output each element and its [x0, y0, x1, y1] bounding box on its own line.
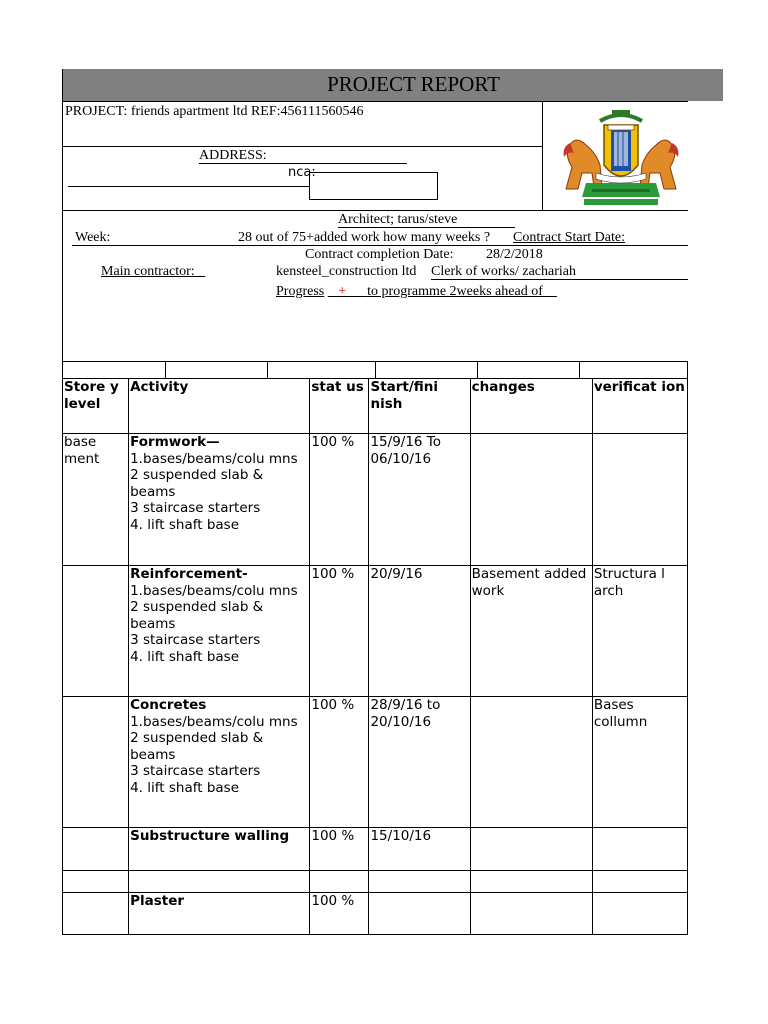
changes-cell: [470, 697, 592, 828]
activity-line: 4. lift shaft base: [130, 648, 240, 665]
blank-row-divider: [165, 361, 166, 379]
nca-label: nca:: [288, 165, 316, 180]
storey-cell: [63, 871, 129, 893]
start-finish-cell: [369, 893, 470, 935]
verification-cell: [592, 828, 687, 871]
verification-cell: [592, 434, 687, 566]
frame-left-border: [62, 69, 63, 379]
nca-input-box: [309, 172, 438, 200]
address-underline: [199, 163, 407, 164]
completion-date: 28/2/2018: [486, 247, 543, 262]
verification-cell: [592, 893, 687, 935]
activity-line: 3 staircase starters: [130, 763, 261, 779]
activity-line: 2 suspended slab & beams: [130, 599, 264, 632]
progress-plus-mark: +: [338, 284, 347, 299]
storey-cell: [63, 893, 129, 935]
table-row: [63, 828, 688, 871]
start-finish-cell: 20/9/16: [369, 566, 470, 697]
activity-cell: [129, 871, 310, 893]
activity-line: 1.bases/beams/colu mns: [130, 713, 298, 730]
activity-line: 3 staircase starters: [130, 500, 261, 516]
progress-label: Progress: [276, 284, 325, 299]
status-cell: [310, 871, 369, 893]
table-row: [63, 893, 688, 935]
changes-cell: [470, 871, 592, 893]
activity-line: 4. lift shaft base: [130, 516, 240, 533]
activity-title: Concretes: [130, 697, 207, 713]
progress-line: [276, 284, 557, 300]
start-finish-cell: [369, 871, 470, 893]
activity-table: [62, 378, 688, 935]
main-contractor-label: Main contractor: _: [101, 264, 206, 279]
project-line: PROJECT: friends apartment ltd REF:456111560546: [65, 104, 364, 119]
activity-line: 2 suspended slab & beams: [130, 730, 264, 763]
table-row: [63, 434, 688, 566]
activity-line: 2 suspended slab & beams: [130, 467, 264, 500]
divider-line: [62, 210, 688, 211]
activity-title: Formwork—: [130, 434, 220, 450]
architect-underline: [338, 227, 515, 228]
nca-underline: [68, 186, 309, 187]
divider-line: [62, 146, 542, 147]
table-row: [63, 566, 688, 697]
verification-cell: [592, 871, 687, 893]
activity-cell: [129, 828, 310, 871]
activity-cell: [129, 697, 310, 828]
verification-cell: Structura l arch: [592, 566, 687, 697]
architect-line: Architect; tarus/steve: [338, 212, 458, 227]
table-row: [63, 697, 688, 828]
main-contractor-value: kensteel_construction ltd: [276, 264, 417, 279]
column-header-verification: verificat ion: [592, 379, 687, 434]
status-cell: 100 %: [310, 697, 369, 828]
status-cell: 100 %: [310, 828, 369, 871]
divider-line: [62, 101, 688, 102]
blank-row-divider: [477, 361, 478, 379]
status-cell: 100 %: [310, 434, 369, 566]
activity-line: 3 staircase starters: [130, 632, 261, 648]
activity-line: 1.bases/beams/colu mns: [130, 582, 298, 599]
verification-cell: Bases collumn: [592, 697, 687, 828]
clerk-underline: [431, 279, 688, 280]
progress-text: to programme 2weeks ahead of: [367, 284, 543, 299]
column-header-changes: changes: [470, 379, 592, 434]
changes-cell: [470, 828, 592, 871]
report-title: PROJECT REPORT: [327, 72, 500, 96]
activity-cell: [129, 434, 310, 566]
blank-row-divider: [375, 361, 376, 379]
crest-cell-border: [542, 101, 543, 211]
activity-line: 1.bases/beams/colu mns: [130, 450, 298, 467]
coat-of-arms-logo: [556, 107, 686, 207]
table-row: [63, 871, 688, 893]
activity-title: Plaster: [130, 893, 185, 909]
start-finish-cell: 15/9/16 To 06/10/16: [369, 434, 470, 566]
activity-title: Reinforcement-: [130, 566, 248, 582]
start-finish-cell: 15/10/16: [369, 828, 470, 871]
changes-cell: [470, 893, 592, 935]
activity-line: 4. lift shaft base: [130, 779, 240, 796]
column-header-storey: Store y level: [63, 379, 129, 434]
storey-cell: [63, 566, 129, 697]
week-label: Week:: [75, 230, 111, 245]
start-finish-cell: 28/9/16 to 20/10/16: [369, 697, 470, 828]
activity-title: Substructure walling: [130, 828, 290, 844]
column-header-start-finish: Start/fini nish: [369, 379, 470, 434]
changes-cell: [470, 434, 592, 566]
clerk-of-works: Clerk of works/ zachariah: [431, 264, 576, 279]
column-header-activity: Activity: [129, 379, 310, 434]
blank-row-divider: [579, 361, 580, 379]
storey-cell: [63, 828, 129, 871]
contract-start-label: Contract Start Date:: [513, 230, 625, 245]
address-label: ADDRESS:: [199, 148, 267, 163]
activity-cell: [129, 566, 310, 697]
table-header-row: [63, 379, 688, 434]
changes-cell: Basement added work: [470, 566, 592, 697]
status-cell: 100 %: [310, 893, 369, 935]
column-header-status: stat us: [310, 379, 369, 434]
week-underline: [72, 245, 688, 246]
storey-cell: [63, 697, 129, 828]
storey-cell: base ment: [63, 434, 129, 566]
blank-row-divider: [687, 361, 688, 379]
activity-cell: [129, 893, 310, 935]
blank-row-divider: [267, 361, 268, 379]
status-cell: 100 %: [310, 566, 369, 697]
completion-label: Contract completion Date:: [305, 247, 454, 262]
week-text: 28 out of 75+added work how many weeks ?: [238, 230, 491, 245]
